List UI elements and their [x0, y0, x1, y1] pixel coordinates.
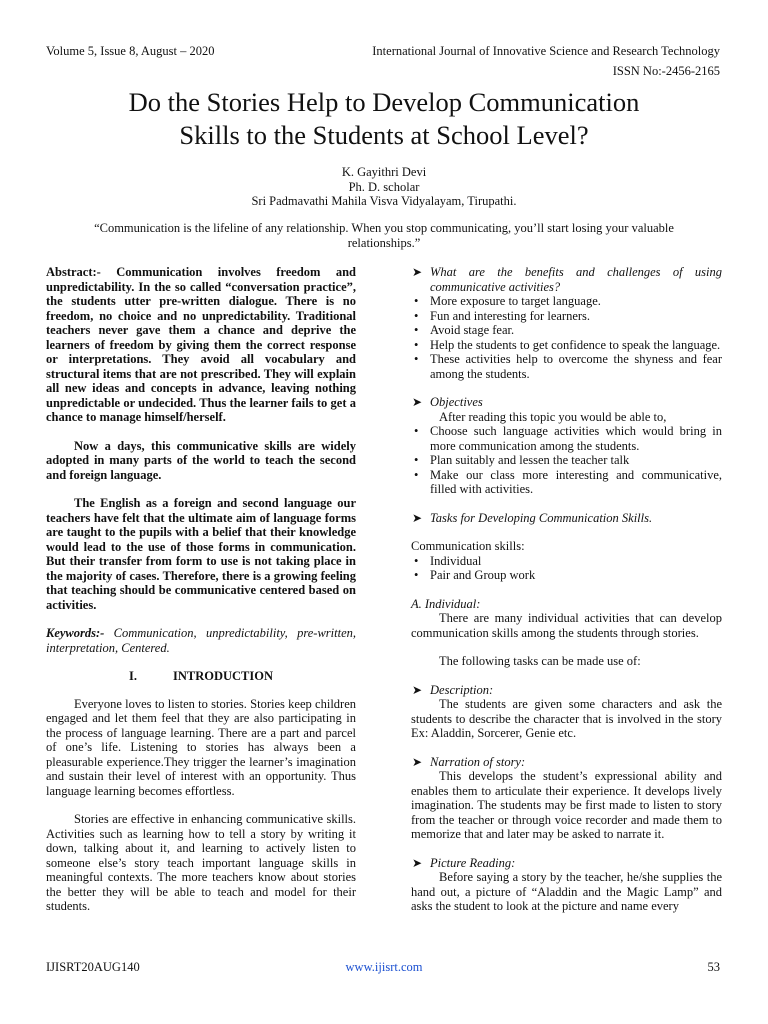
footer-paper-id: IJISRT20AUG140 [46, 960, 140, 974]
description-text: The students are given some characters and ask the students to describe the character that is involved in the story Ex: Aladdin, Sorcerer, Genie etc. [411, 697, 722, 740]
arrow-bullet-icon: ➤ [412, 510, 423, 525]
list-item: • Individual [414, 553, 482, 568]
paper-title-line1: Do the Stories Help to Develop Communication [128, 87, 640, 117]
section-number: I. [128, 669, 137, 683]
list-item: • Avoid stage fear. [414, 323, 515, 337]
keywords-label: Keywords:- [46, 626, 105, 640]
list-item: • Plan suitably and lessen the teacher talk [414, 453, 630, 467]
arrow-bullet-icon: ➤ [412, 682, 423, 697]
narration-text: This develops the student’s expressional ability and enables them to articulate their experience. It develops lively imagination. The students may be first made to listen to story from the teacher or through voice recorder and made them to memorize that and later may be asked to narrate it. [411, 769, 722, 841]
list-item: • Pair and Group work [414, 568, 536, 582]
bullet-icon: • [414, 568, 419, 582]
right-column [411, 265, 722, 914]
tasks-heading: ➤ Tasks for Developing Communication Skills. [412, 510, 653, 525]
skills-list [411, 554, 722, 583]
list-item: • Make our class more interesting and communicative, filled with activities. [414, 467, 722, 496]
footer-page-number: 53 [707, 960, 720, 974]
abstract-label: Abstract:- [46, 265, 101, 279]
running-header-issn: ISSN No:-2456-2165 [612, 64, 720, 78]
bullet-icon: • [414, 323, 419, 337]
arrow-bullet-icon: ➤ [412, 855, 423, 870]
bullet-icon: • [414, 352, 419, 366]
paper-title-line2: Skills to the Students at School Level? [179, 120, 589, 150]
objectives-intro: After reading this topic you would be able to, [439, 409, 667, 424]
intro-para-1: Everyone loves to listen to stories. Stories keep children engaged and let them feel that they are also participating in the process of language learning. There are a part and parcel of one’s life. Listening to stories has always been a pleasurable experience.They trigger the learner’s imagination and sustain their level of interest with an opportunity. Thus language learning becomes effortless. [46, 696, 356, 798]
individual-text: There are many individual activities that can develop communication skills among the students through stories. [411, 611, 722, 640]
narration-heading: ➤ Narration of story: [412, 754, 526, 769]
keywords-text: Communication, unpredictability, pre-written, interpretation, Centered. [46, 626, 356, 655]
running-header-volume: Volume 5, Issue 8, August – 2020 [46, 44, 215, 58]
picture-reading-heading: ➤ Picture Reading: [412, 855, 516, 870]
list-item: • Fun and interesting for learners. [414, 308, 591, 323]
tasks-intro: The following tasks can be made use of: [439, 654, 641, 668]
epigraph-quote: “Communication is the lifeline of any relationship. When you stop communicating, you’ll start losing your valuable relationships.” [94, 221, 674, 250]
list-item: • These activities help to overcome the shyness and fear among the students. [414, 352, 722, 381]
bullet-icon: • [414, 553, 419, 568]
bullet-icon: • [414, 294, 419, 308]
abstract-para-2: Now a days, this communicative skills are widely adopted in many parts of the world to teach the second and foreign language. [46, 438, 356, 482]
skills-label: Communication skills: [411, 539, 525, 553]
author-block [40, 165, 728, 209]
section-heading-introduction [46, 669, 356, 684]
arrow-bullet-icon: ➤ [412, 754, 423, 769]
benefits-heading: ➤ What are the benefits and challenges of using communicative activities? [412, 265, 722, 294]
list-item: • More exposure to target language. [414, 294, 601, 308]
bullet-icon: • [414, 467, 419, 482]
benefits-list [411, 294, 722, 381]
author-affiliation: Sri Padmavathi Mahila Visva Vidyalayam, Tirupathi. [251, 194, 517, 208]
left-column [46, 265, 356, 914]
bullet-icon: • [414, 453, 419, 467]
author-name: K. Gayithri Devi [341, 165, 427, 179]
bullet-icon: • [414, 424, 419, 438]
abstract [46, 265, 356, 425]
list-item: • Choose such language activities which would bring in more communication among the students. [414, 424, 722, 453]
arrow-bullet-icon: ➤ [412, 265, 423, 279]
list-item: • Help the students to get confidence to speak the language. [414, 337, 721, 352]
running-header-journal: International Journal of Innovative Science and Research Technology [372, 44, 720, 58]
objectives-heading: ➤ Objectives [412, 395, 483, 409]
paper-title [40, 86, 728, 152]
objectives-list [411, 424, 722, 497]
bullet-icon: • [414, 337, 419, 352]
author-role: Ph. D. scholar [348, 179, 420, 194]
keywords [46, 626, 356, 655]
intro-para-2: Stories are effective in enhancing communicative skills. Activities such as learning how to tell a story by writing it down, talking about it, and learning to actively listen to someone else’s story teach important language skills in meaningful contexts. The more teachers know about stories the better they will be able to teach and model for their students. [46, 812, 356, 913]
section-title: INTRODUCTION [172, 669, 273, 683]
picture-reading-text: Before saying a story by the teacher, he/she supplies the hand out, a picture of “Aladdin and the Magic Lamp” and asks the student to look at the picture and name every [411, 870, 722, 913]
arrow-bullet-icon: ➤ [412, 395, 423, 409]
footer-url-link[interactable]: www.ijisrt.com [345, 960, 423, 974]
description-heading: ➤ Description: [412, 682, 494, 697]
bullet-icon: • [414, 308, 419, 323]
individual-heading: A. Individual: [411, 596, 481, 611]
abstract-text: Communication involves freedom and unpredictability. In the so called “conversation practice”, the students utter pre-written dialogue. There is no freedom, no choice and no unpredictability. Traditional teachers never gave them a chance and deprive the learners of freedom by giving them the correct response or interpretations. They avoid all vocabulary and structural items that are not prescribed. They will explain all new ideas and concepts in advance, leaving nothing unpredictable or undecided. Thus the learner fails to get a chance to manage himself/herself. [46, 265, 356, 424]
abstract-para-3: The English as a foreign and second language our teachers have felt that the ultimate aim of language forms are taught to the pupils with a belief that their knowledge would lead to the use of those forms in communication. But their transfer from form to use is not taking place in the majority of cases. Therefore, there is a growing feeling that teaching should be communicative centered based on activities. [46, 496, 356, 612]
